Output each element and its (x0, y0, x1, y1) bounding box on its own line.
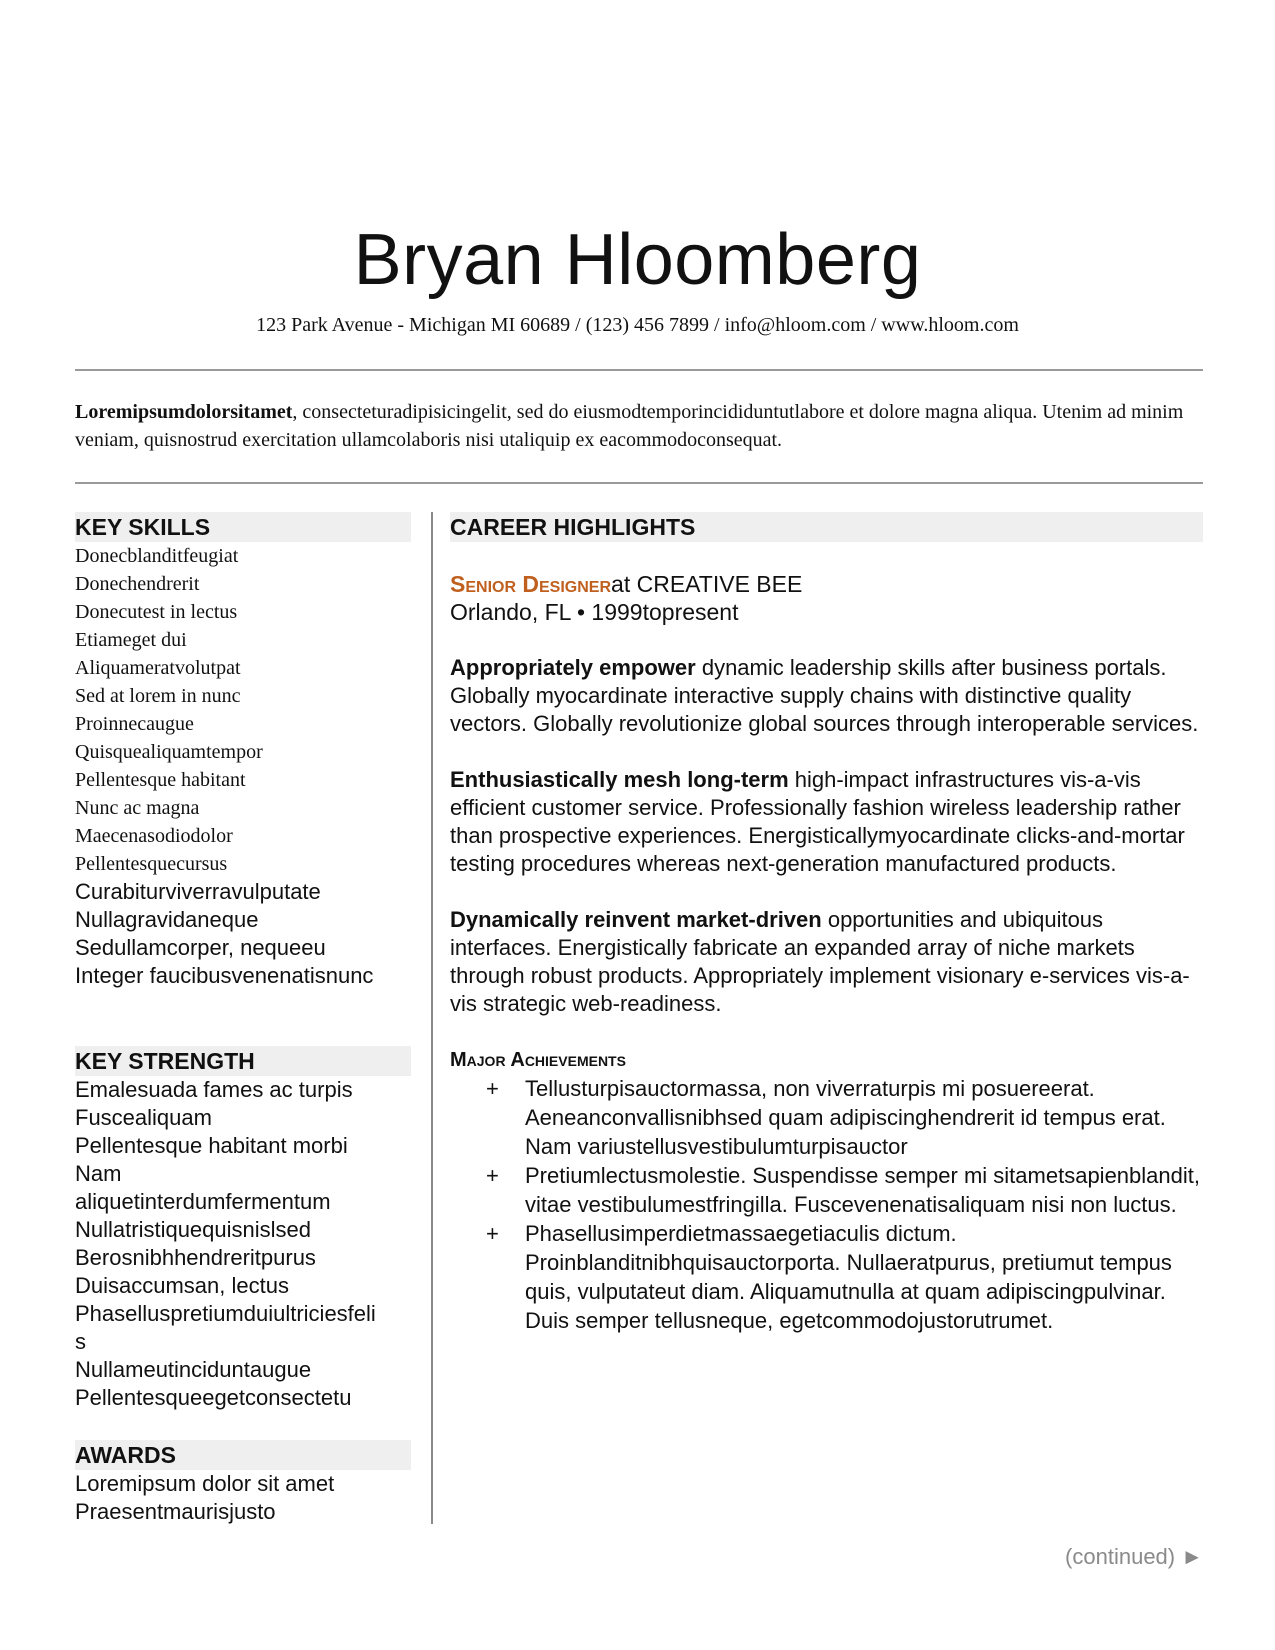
list-item: Pellentesquecursus (75, 853, 228, 875)
job-title: Senior Designer (450, 571, 612, 597)
career-highlights-heading: CAREER HIGHLIGHTS (450, 512, 1203, 542)
list-item: Pellentesque habitant (75, 769, 246, 791)
list-item: Pellentesque habitant morbi (75, 1133, 348, 1158)
job-location: Orlando, FL • 1999topresent (450, 599, 739, 625)
list-item: Maecenasodiodolor (75, 825, 233, 847)
list-item: Sed at lorem in nunc (75, 685, 241, 707)
list-item: Duisaccumsan, lectus (75, 1273, 289, 1298)
key-skills-list (75, 542, 411, 878)
paragraph-lead: Enthusiastically mesh long-term (450, 767, 789, 792)
job-title-line (450, 570, 1203, 598)
divider-top (75, 369, 1203, 371)
paragraph-text: high-impact infrastructures vis-a-vis efficient customer service. Professionally fashion wireless leadership rather than prospective experiences. Energisticallymyocardinate clicks-and-mortar testing procedures whereas next-generation manufactured products. (450, 767, 1185, 876)
summary (75, 398, 1203, 454)
job-company: at CREATIVE BEE (611, 571, 803, 597)
list-item (450, 1161, 1203, 1219)
left-column (75, 512, 411, 1526)
list-item: Emalesuada fames ac turpis (75, 1077, 353, 1102)
achievement-text: Tellusturpisauctormassa, non viverraturpis mi posuereerat. Aeneanconvallisnibhsed quam adipiscinghendrerit id tempus erat. Nam variustellusvestibulumturpisauctor (525, 1076, 1166, 1159)
summary-text: , consecteturadipisicingelit, sed do eiusmodtemporincididuntutlabore et dolore magna aliqua. Utenim ad minim veniam, quisnostrud exercitation ullamcolaboris nisi utaliquip ex eacommodoconsequat. (75, 401, 1184, 451)
column-divider (431, 512, 433, 1524)
list-item: Integer faucibusvenenatisnunc (75, 963, 374, 988)
list-item: Berosnibhhendreritpurus (75, 1245, 316, 1270)
right-column (450, 512, 1203, 1335)
continued-indicator: (continued) ► (1065, 1544, 1203, 1569)
list-item: aliquetinterdumfermentum (75, 1189, 331, 1214)
list-item: Donecutest in lectus (75, 601, 238, 623)
highlight-paragraph (450, 654, 1203, 738)
list-item: Curabiturviverravulputate (75, 879, 321, 904)
list-item: Praesentmaurisjusto (75, 1499, 276, 1524)
awards-list (75, 1470, 411, 1526)
list-item: Quisquealiquamtempor (75, 741, 263, 763)
achievements-list (450, 1074, 1203, 1335)
list-item (450, 1074, 1203, 1161)
list-item: Loremipsum dolor sit amet (75, 1471, 335, 1496)
list-item: Proinnecaugue (75, 713, 194, 735)
key-strength-heading: KEY STRENGTH (75, 1046, 411, 1076)
key-skills-heading: KEY SKILLS (75, 512, 411, 542)
list-item: Nullagravidaneque (75, 907, 259, 932)
list-item: Fuscealiquam (75, 1105, 212, 1130)
list-item: Nullatristiquequisnislsed (75, 1217, 312, 1242)
list-item: Aliquameratvolutpat (75, 657, 241, 679)
achievements-heading: Major Achievements (450, 1049, 626, 1071)
key-strength-list (75, 1076, 411, 1412)
list-item: s (75, 1329, 86, 1354)
plus-icon: + (486, 1163, 499, 1188)
highlight-paragraph (450, 906, 1203, 1018)
plus-icon: + (486, 1221, 499, 1246)
list-item: Nullameutinciduntaugue (75, 1357, 312, 1382)
summary-lead: Loremipsumdolorsitamet (75, 401, 293, 423)
divider-summary (75, 482, 1203, 484)
plus-icon: + (486, 1076, 499, 1101)
list-item: Sedullamcorper, nequeeu (75, 935, 326, 960)
achievement-text: Phasellusimperdietmassaegetiaculis dictum. Proinblanditnibhquisauctorporta. Nullaeratpurus, pretiumut tempus quis, vulputateut diam. Aliquamutnulla at quam adipiscingpulvinar. Duis semper tellusneque, egetcommodojustorutrumet. (525, 1221, 1172, 1333)
list-item (450, 1219, 1203, 1335)
paragraph-lead: Appropriately empower (450, 655, 696, 680)
list-item: Etiameget dui (75, 629, 187, 651)
job-entry (450, 570, 1203, 626)
list-item: Phaselluspretiumduiultriciesfeli (75, 1301, 376, 1326)
paragraph-text: dynamic leadership skills after business portals. Globally myocardinate interactive supply chains with distinctive quality vectors. Globally revolutionize global sources through interoperable services. (450, 655, 1199, 736)
achievement-text: Pretiumlectusmolestie. Suspendisse semper mi sitametsapienblandit, vitae vestibulumestfringilla. Fuscevenenatisaliquam nisi non luctus. (525, 1163, 1200, 1217)
paragraph-lead: Dynamically reinvent market-driven (450, 907, 822, 932)
awards-heading: AWARDS (75, 1440, 411, 1470)
key-skills-list-extra (75, 878, 411, 990)
candidate-name: Bryan Hloomberg (353, 220, 922, 300)
contact-line: 123 Park Avenue - Michigan MI 60689 / (123) 456 7899 / info@hloom.com / www.hloom.com (256, 314, 1019, 336)
list-item: Pellentesqueegetconsectetu (75, 1385, 352, 1410)
list-item: Nam (75, 1161, 122, 1186)
paragraph-text: opportunities and ubiquitous interfaces. Energistically fabricate an expanded array of niche markets through robust products. Appropriately implement visionary e-services vis-a-vis strategic web-readiness. (450, 907, 1190, 1016)
list-item: Nunc ac magna (75, 797, 200, 819)
highlight-paragraph (450, 766, 1203, 878)
list-item: Donecblanditfeugiat (75, 545, 239, 567)
list-item: Donechendrerit (75, 573, 200, 595)
